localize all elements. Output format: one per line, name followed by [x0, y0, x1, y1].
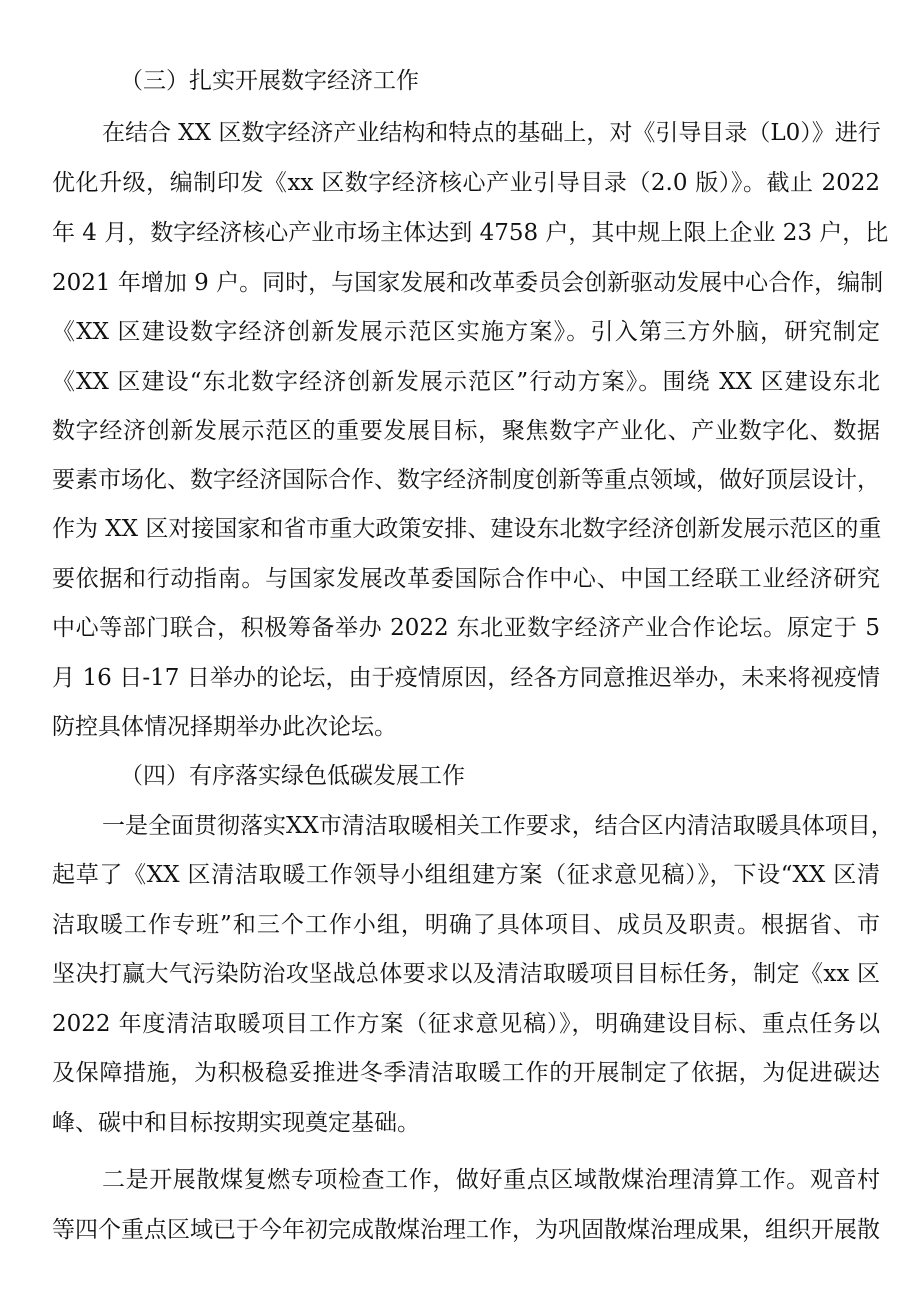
- paragraph-line: 《XX 区建设“东北数字经济创新发展示范区”行动方案》。围绕 XX 区建设东北: [52, 369, 880, 395]
- paragraph-line: 二是开展散煤复燃专项检查工作，做好重点区域散煤治理清算工作。观音村: [102, 1167, 880, 1193]
- paragraph-line: 在结合 XX 区数字经济产业结构和特点的基础上，对《引导目录（L0）》进行: [102, 120, 881, 146]
- paragraph-line: 一是全面贯彻落实XX市清洁取暖相关工作要求，结合区内清洁取暖具体项目，: [102, 813, 894, 839]
- paragraph-line: 月 16 日-17 日举办的论坛，由于疫情原因，经各方同意推迟举办，未来将视疫情: [52, 665, 880, 691]
- paragraph-line: 数字经济创新发展示范区的重要发展目标，聚焦数字产业化、产业数字化、数据: [52, 418, 880, 444]
- paragraph-line: 防控具体情况择期举办此次论坛。: [52, 714, 397, 740]
- section-4-heading: （四）有序落实绿色低碳发展工作: [120, 763, 465, 789]
- paragraph-line: 坚决打赢大气污染防治攻坚战总体要求以及清洁取暖项目目标任务，制定《xx 区: [52, 961, 880, 987]
- paragraph-line: 2021 年增加 9 户。同时，与国家发展和改革委员会创新驱动发展中心合作，编制: [52, 270, 884, 296]
- paragraph-line: 等四个重点区域已于今年初完成散煤治理工作，为巩固散煤治理成果，组织开展散: [52, 1217, 880, 1243]
- paragraph-line: 《XX 区建设数字经济创新发展示范区实施方案》。引入第三方外脑，研究制定: [52, 319, 880, 345]
- paragraph-line: 要素市场化、数字经济国际合作、数字经济制度创新等重点领域，做好顶层设计，: [52, 467, 880, 493]
- section-3-heading: （三）扎实开展数字经济工作: [120, 68, 419, 94]
- paragraph-line: 年 4 月，数字经济核心产业市场主体达到 4758 户，其中规上限上企业 23 户，比: [52, 220, 889, 246]
- paragraph-line: 2022 年度清洁取暖项目工作方案（征求意见稿）》，明确建设目标、重点任务以: [52, 1011, 880, 1037]
- paragraph-line: 中心等部门联合，积极筹备举办 2022 东北亚数字经济产业合作论坛。原定于 5: [52, 615, 880, 641]
- paragraph-line: 要依据和行动指南。与国家发展改革委国际合作中心、中国工经联工业经济研究: [52, 566, 880, 592]
- paragraph-line: 及保障措施，为积极稳妥推进冬季清洁取暖工作的开展制定了依据，为促进碳达: [52, 1060, 880, 1086]
- paragraph-line: 起草了《XX 区清洁取暖工作领导小组组建方案（征求意见稿）》，下设“XX 区清: [52, 862, 880, 888]
- paragraph-line: 优化升级，编制印发《xx 区数字经济核心产业引导目录（2.0 版）》。截止 2022: [52, 170, 880, 196]
- paragraph-line: 洁取暖工作专班”和三个工作小组，明确了具体项目、成员及职责。根据省、市: [52, 912, 880, 938]
- paragraph-line: 作为 XX 区对接国家和省市重大政策安排、建设东北数字经济创新发展示范区的重: [52, 516, 882, 542]
- paragraph-line: 峰、碳中和目标按期实现奠定基础。: [52, 1110, 420, 1136]
